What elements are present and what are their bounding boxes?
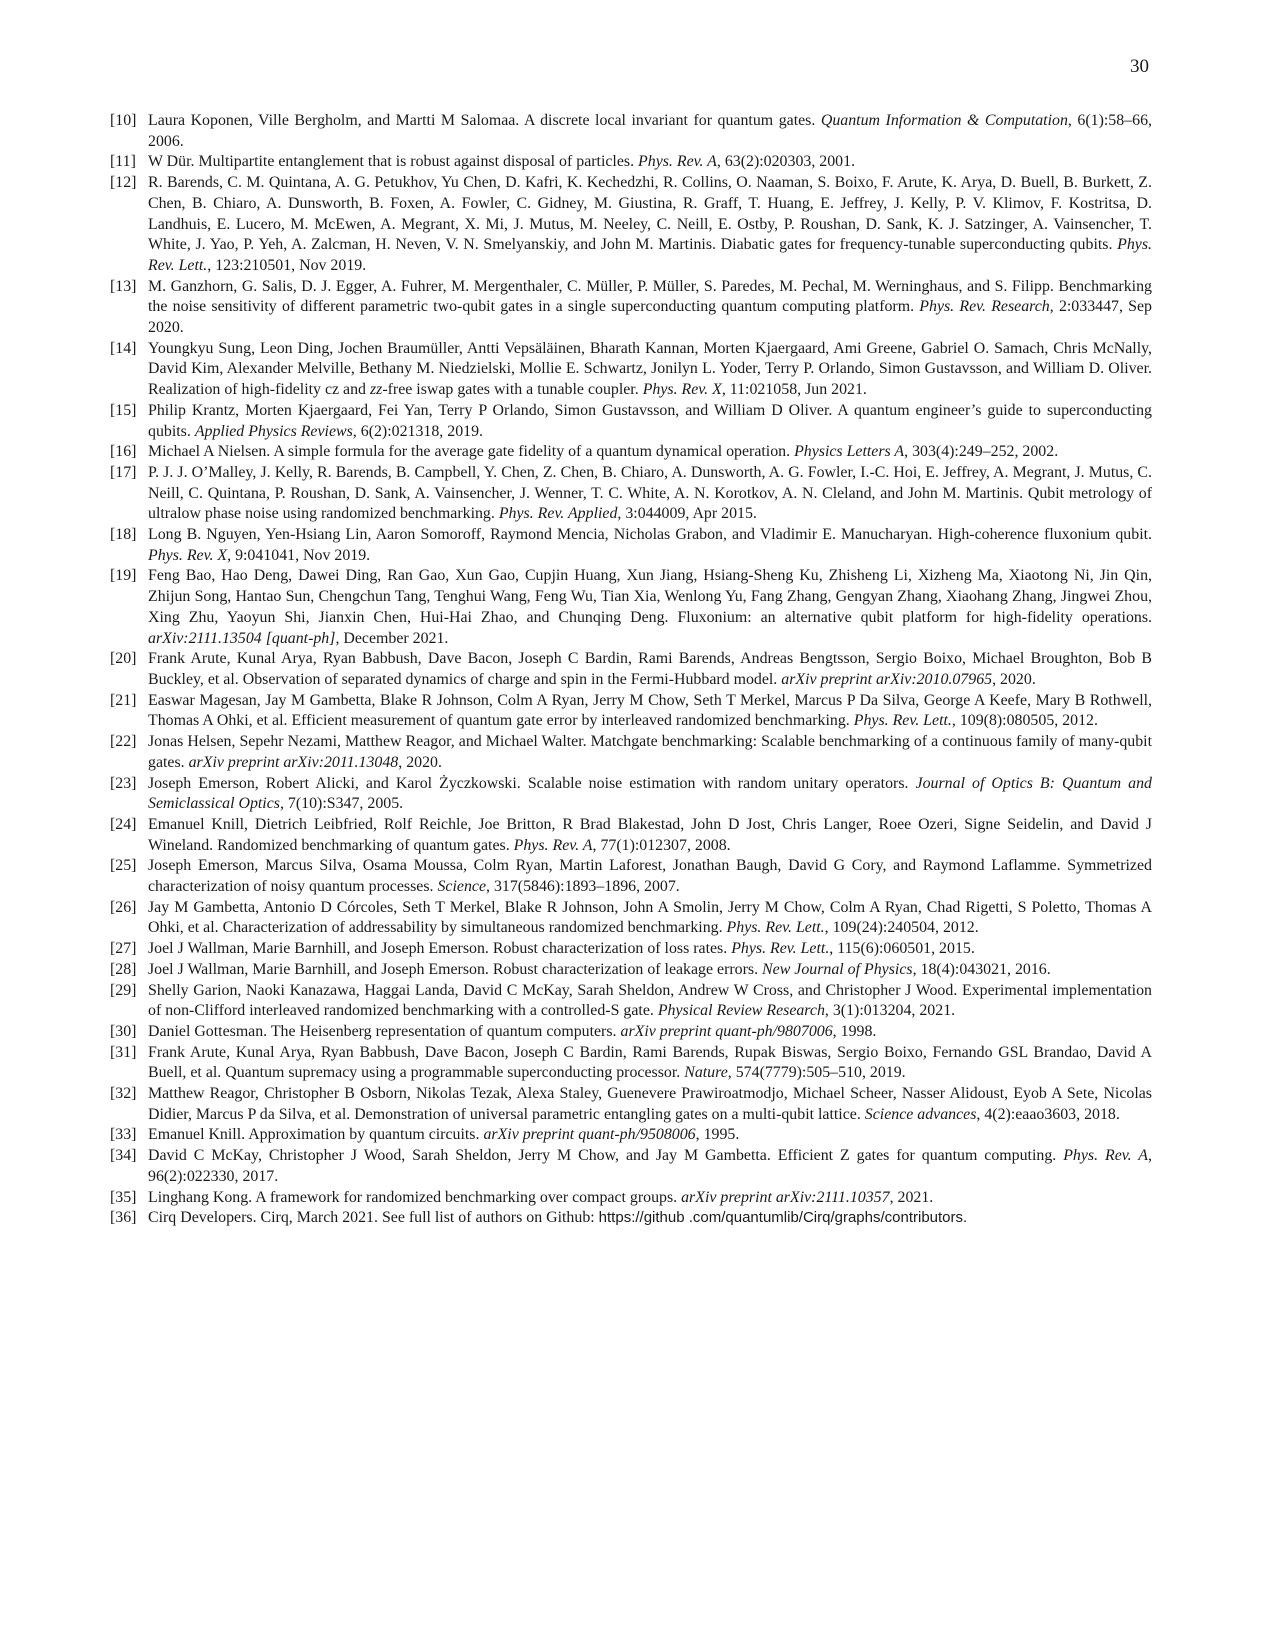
reference-authors: P. J. J. O’Malley, J. Kelly, R. Barends, B. Campbell, Y. Chen, Z. Chen, B. Chiaro, A. Dunsworth, A. G. Fowler, I.-C. Hoi, E. Jeffrey, A. Megrant, J. Mutus, C. Neill, C. Quintana, P. Roushan, D. Sank, A. Vainsencher, J. Wenner, T. C. White, A. N. Korotkov, A. N. Cleland, and John M. Martinis. xyxy=(148,463,1152,502)
reference-text xyxy=(148,1022,1152,1043)
reference-venue: Physics Letters A xyxy=(794,443,905,461)
reference-number: [17] xyxy=(110,463,137,481)
reference-title xyxy=(148,381,639,398)
reference-title: Approximation by quantum circuits. xyxy=(248,1126,480,1144)
reference-number: [16] xyxy=(110,443,137,461)
reference-title: Robust characterization of loss rates. xyxy=(492,940,728,958)
reference-details: , 6(1):58–66, 2006. xyxy=(148,112,1153,150)
reference-title: A framework for randomized benchmarking over compact groups. xyxy=(255,1188,678,1206)
reference-item xyxy=(110,691,1152,732)
reference-item xyxy=(110,981,1152,1022)
reference-venue: Phys. Rev. Lett. xyxy=(726,919,825,937)
reference-item xyxy=(110,173,1152,277)
reference-item xyxy=(110,566,1152,649)
reference-authors: Youngkyu Sung, Leon Ding, Jochen Braumüller, Antti Vepsäläinen, Bharath Kannan, Morten Kjaergaard, Ami Greene, Gabriel O. Samach, Chris McNally, David Kim, Alexander Melville, Bethany M. Niedzielski, Mollie E. Schwartz, Jonilyn L. Yoder, Terry P. Orlando, Simon Gustavsson, and William D. Oliver. xyxy=(148,339,1152,378)
reference-authors: W Dür. xyxy=(148,153,195,171)
reference-venue: Phys. Rev. A xyxy=(638,153,717,171)
reference-authors: Linghang Kong. xyxy=(148,1188,253,1206)
reference-authors: Emanuel Knill, Dietrich Leibfried, Rolf Reichle, Joe Britton, R Brad Blakestad, John D Jost, Chris Langer, Roee Ozeri, Signe Seidelin, and David J Wineland. xyxy=(148,815,1152,854)
reference-details: , 2020. xyxy=(992,670,1036,688)
reference-url: https://github .com/quantumlib/Cirq/graphs/contributors. xyxy=(598,1209,968,1227)
reference-authors: Shelly Garion, Naoki Kanazawa, Haggai Landa, David C McKay, Sarah Sheldon, Andrew W Cross, and Christopher J Wood. xyxy=(148,981,958,999)
page-number: 30 xyxy=(1130,56,1149,77)
reference-authors: Jay M Gambetta, Antonio D Córcoles, Seth T Merkel, Blake R Johnson, John A Smolin, Jerry M Chow, Colm A Ryan, Chad Rigetti, S Poletto, Thomas A Ohki, et al. xyxy=(148,898,1152,937)
reference-text xyxy=(148,1125,1152,1146)
reference-title: Efficient measurement of quantum gate error by interleaved randomized benchmarking. xyxy=(291,712,850,730)
reference-venue: Phys. Rev. Research xyxy=(919,298,1050,316)
reference-details: , 1998. xyxy=(832,1022,877,1040)
reference-venue: arXiv preprint quant-ph/9508006 xyxy=(483,1126,696,1144)
reference-venue: New Journal of Physics xyxy=(762,960,913,978)
reference-title-math: zz xyxy=(369,381,383,399)
reference-details: , 1995. xyxy=(695,1126,740,1144)
reference-authors: Cirq Developers. xyxy=(148,1209,257,1227)
reference-venue: Science xyxy=(437,878,487,896)
reference-text xyxy=(148,1043,1152,1084)
reference-venue: Science advances xyxy=(864,1105,977,1123)
reference-number: [22] xyxy=(110,733,137,751)
reference-authors: Laura Koponen, Ville Bergholm, and Martti M Salomaa. xyxy=(148,112,520,129)
reference-number: [11] xyxy=(110,153,136,171)
reference-item xyxy=(110,898,1152,939)
reference-text xyxy=(148,173,1152,277)
reference-item xyxy=(110,1208,1152,1229)
reference-number: [21] xyxy=(110,691,137,709)
reference-text xyxy=(148,401,1152,442)
reference-authors: Michael A Nielsen. xyxy=(148,443,271,461)
reference-venue: arXiv preprint arXiv:2011.13048 xyxy=(188,753,399,771)
reference-text xyxy=(148,1084,1152,1125)
reference-venue: Phys. Rev. Lett. xyxy=(853,712,952,730)
reference-details: , 574(7779):505–510, 2019. xyxy=(727,1064,906,1082)
reference-authors: Joseph Emerson, Marcus Silva, Osama Moussa, Colm Ryan, Martin Laforest, Jonathan Baugh, David G Cory, and Raymond Laflamme. xyxy=(148,857,1061,875)
reference-text xyxy=(148,774,1152,815)
reference-venue: arXiv preprint arXiv:2010.07965 xyxy=(781,670,993,688)
reference-venue: Quantum Information & Computation xyxy=(820,112,1068,129)
reference-venue: Phys. Rev. A xyxy=(1063,1147,1148,1165)
reference-title: Matchgate benchmarking: Scalable benchmarking of a continuous family of many-qubit gates. xyxy=(148,733,1152,771)
reference-details: , 123:210501, Nov 2019. xyxy=(207,256,367,274)
reference-text xyxy=(148,1146,1152,1187)
reference-list xyxy=(110,111,1152,1229)
reference-item xyxy=(110,1084,1152,1125)
reference-authors: Joseph Emerson, Robert Alicki, and Karol Życzkowski. xyxy=(148,774,521,792)
reference-authors: M. Ganzhorn, G. Salis, D. J. Egger, A. Fuhrer, M. Mergenthaler, C. Müller, P. Müller, S. Paredes, M. Pechal, M. Werninghaus, and S. Filipp. xyxy=(148,277,1054,295)
reference-authors: Feng Bao, Hao Deng, Dawei Ding, Ran Gao, Xun Gao, Cupjin Huang, Xun Jiang, Hsiang-Sheng Ku, Zhisheng Li, Xizheng Ma, Xiaotong Ni, Jin Qin, Zhijun Song, Hantao Sun, Chengchun Tang, Tenghui Wang, Feng Wu, Tian Xia, Wenlong Yu, Fang Zhang, Gengyan Zhang, Xiaohang Zhang, Jingwei Zhou, Xing Zhu, Yaoyun Shi, Jianxin Chen, Hui-Hai Zhao, and Chunqing Deng. xyxy=(148,567,1152,626)
reference-item xyxy=(110,1125,1152,1146)
reference-details: , 77(1):012307, 2008. xyxy=(592,836,731,854)
reference-title: A quantum engineer’s guide to superconducting qubits. xyxy=(148,401,1152,440)
reference-venue: Phys. Rev. A xyxy=(513,836,593,854)
reference-text xyxy=(148,815,1152,856)
reference-number: [13] xyxy=(110,277,137,295)
reference-item xyxy=(110,525,1152,566)
reference-item xyxy=(110,732,1152,773)
reference-details: , 115(6):060501, 2015. xyxy=(829,940,975,958)
reference-item xyxy=(110,1043,1152,1084)
reference-venue: Phys. Rev. X xyxy=(148,546,228,564)
reference-text xyxy=(148,339,1152,401)
reference-authors: Jonas Helsen, Sepehr Nezami, Matthew Reagor, and Michael Walter. xyxy=(148,733,587,751)
reference-text xyxy=(148,525,1152,566)
reference-details: , 9:041041, Nov 2019. xyxy=(227,546,371,564)
reference-item xyxy=(110,960,1152,981)
reference-number: [29] xyxy=(110,981,137,999)
reference-text xyxy=(148,442,1152,463)
reference-details: , 3(1):013204, 2021. xyxy=(824,1002,956,1020)
reference-details: , 3:044009, Apr 2015. xyxy=(617,505,757,523)
reference-title: High-coherence fluxonium qubit. xyxy=(937,526,1153,544)
reference-title: Diabatic gates for frequency-tunable superconducting qubits. xyxy=(720,236,1113,254)
reference-authors: Joel J Wallman, Marie Barnhill, and Joseph Emerson. xyxy=(148,960,489,978)
reference-title: Scalable noise estimation with random unitary operators. xyxy=(527,774,909,792)
reference-item xyxy=(110,111,1152,152)
reference-title: The Heisenberg representation of quantum computers. xyxy=(270,1022,617,1040)
reference-number: [28] xyxy=(110,960,137,978)
reference-title: Observation of separated dynamics of charge and spin in the Fermi-Hubbard model. xyxy=(242,670,778,688)
reference-venue: arXiv preprint arXiv:2111.10357 xyxy=(681,1188,890,1206)
reference-item xyxy=(110,442,1152,463)
reference-item xyxy=(110,277,1152,339)
reference-authors: Matthew Reagor, Christopher B Osborn, Nikolas Tezak, Alexa Staley, Guenevere Prawiroatmodjo, Michael Scheer, Nasser Alidoust, Eyob A Sete, Nicolas Didier, Marcus P da Silva, et al. xyxy=(148,1085,1152,1123)
reference-authors: Joel J Wallman, Marie Barnhill, and Joseph Emerson. xyxy=(148,940,489,958)
reference-item xyxy=(110,1146,1152,1187)
reference-title: Experimental implementation of non-Clifford interleaved randomized benchmarking with a controlled-S gate. xyxy=(148,981,1152,1020)
reference-item xyxy=(110,1188,1152,1209)
reference-title: A discrete local invariant for quantum gates. xyxy=(523,112,816,129)
reference-title: Randomized benchmarking of quantum gates. xyxy=(217,836,510,854)
reference-item xyxy=(110,1022,1152,1043)
reference-details: , 2021. xyxy=(889,1188,934,1206)
reference-details: , December 2021. xyxy=(335,629,449,647)
reference-text xyxy=(148,1208,1152,1229)
reference-text xyxy=(148,1188,1152,1209)
reference-authors: Philip Krantz, Morten Kjaergaard, Fei Yan, Terry P Orlando, Simon Gustavsson, and William D Oliver. xyxy=(148,401,833,419)
reference-title: Multipartite entanglement that is robust against disposal of particles. xyxy=(198,153,635,171)
reference-title: Characterization of addressability by simultaneous randomized benchmarking. xyxy=(222,919,723,937)
reference-number: [14] xyxy=(110,339,137,357)
reference-text xyxy=(148,981,1152,1022)
reference-details: , 4(2):eaao3603, 2018. xyxy=(976,1105,1120,1123)
reference-venue: arXiv preprint quant-ph/9807006 xyxy=(620,1022,833,1040)
reference-venue: Phys. Rev. Lett. xyxy=(731,940,830,958)
reference-details: , 11:021058, Jun 2021. xyxy=(721,381,867,399)
reference-authors: Long B. Nguyen, Yen-Hsiang Lin, Aaron Somoroff, Raymond Mencia, Nicholas Grabon, and Vladimir E. Manucharyan. xyxy=(148,526,933,544)
reference-number: [33] xyxy=(110,1126,137,1144)
reference-venue: Journal of Optics B: Quantum and Semiclassical Optics xyxy=(148,774,1152,813)
reference-details: , 6(2):021318, 2019. xyxy=(352,422,484,440)
reference-number: [30] xyxy=(110,1022,137,1040)
reference-text xyxy=(148,566,1152,649)
reference-number: [36] xyxy=(110,1209,137,1227)
reference-number: [10] xyxy=(110,112,137,129)
reference-text xyxy=(148,856,1152,897)
reference-number: [26] xyxy=(110,898,137,916)
reference-title: Benchmarking the noise sensitivity of different parametric two-qubit gates in a single superconducting quantum computing platform. xyxy=(148,277,1152,316)
reference-authors: Frank Arute, Kunal Arya, Ryan Babbush, Dave Bacon, Joseph C Bardin, Rami Barends, Andreas Bengtsson, Sergio Boixo, Michael Broughton, Bob B Buckley, et al. xyxy=(148,650,1152,688)
reference-number: [12] xyxy=(110,174,137,192)
reference-text xyxy=(148,732,1152,773)
reference-number: [35] xyxy=(110,1188,137,1206)
reference-title: A simple formula for the average gate fidelity of a quantum dynamical operation. xyxy=(273,443,791,461)
reference-details: , 18(4):043021, 2016. xyxy=(912,960,1051,978)
reference-title: Demonstration of universal parametric entangling gates on a multi-qubit lattice. xyxy=(354,1105,861,1123)
reference-details: , 303(4):249–252, 2002. xyxy=(904,443,1059,461)
reference-authors: Easwar Magesan, Jay M Gambetta, Blake R Johnson, Colm A Ryan, Jerry M Chow, Seth T Merkel, Marcus P Da Silva, George A Keefe, Mary B Rothwell, Thomas A Ohki, et al. xyxy=(148,691,1152,730)
reference-note: See full list of authors on Github: xyxy=(381,1209,595,1227)
reference-authors: R. Barends, C. M. Quintana, A. G. Petukhov, Yu Chen, D. Kafri, K. Kechedzhi, R. Collins, O. Naaman, S. Boixo, F. Arute, K. Arya, D. Buell, B. Burkett, Z. Chen, B. Chiaro, A. Dunsworth, B. Foxen, A. Fowler, C. Gidney, M. Giustina, R. Graff, T. Huang, E. Jeffrey, J. Kelly, P. V. Klimov, F. Kostritsa, D. Landhuis, E. Lucero, M. McEwen, A. Megrant, X. Mi, J. Mutus, M. Neeley, C. Neill, E. Ostby, P. Roushan, D. Sank, K. J. Satzinger, A. Vainsencher, T. White, J. Yao, P. Yeh, A. Zalcman, H. Neven, V. N. Smelyanskiy, and John M. Martinis. xyxy=(148,174,1152,254)
reference-venue: Applied Physics Reviews xyxy=(194,422,353,440)
reference-authors: Frank Arute, Kunal Arya, Ryan Babbush, Dave Bacon, Joseph C Bardin, Rami Barends, Rupak Biswas, Sergio Boixo, Fernando GSL Brandao, David A Buell, et al. xyxy=(148,1043,1152,1082)
reference-details: , 63(2):020303, 2001. xyxy=(716,153,856,171)
reference-text xyxy=(148,898,1152,939)
reference-item xyxy=(110,939,1152,960)
reference-item xyxy=(110,339,1152,401)
reference-title: Quantum supremacy using a programmable superconducting processor. xyxy=(225,1064,681,1082)
reference-item xyxy=(110,152,1152,173)
reference-details: , 2020. xyxy=(398,753,442,771)
reference-item xyxy=(110,463,1152,525)
reference-text xyxy=(148,691,1152,732)
reference-item xyxy=(110,856,1152,897)
reference-title: Symmetrized characterization of noisy quantum processes. xyxy=(148,857,1152,896)
reference-venue: Physical Review Research xyxy=(657,1002,825,1020)
reference-text xyxy=(148,649,1152,690)
reference-number: [24] xyxy=(110,815,137,833)
reference-text xyxy=(148,960,1152,981)
reference-number: [27] xyxy=(110,940,137,958)
reference-number: [20] xyxy=(110,650,137,668)
reference-title: Fluxonium: an alternative qubit platform for high-fidelity operations. xyxy=(677,608,1152,626)
reference-title-part: -free iswap gates with a tunable coupler. xyxy=(382,381,639,399)
reference-details: , 7(10):S347, 2005. xyxy=(279,795,404,813)
reference-text xyxy=(148,463,1152,525)
reference-item xyxy=(110,649,1152,690)
reference-venue: Phys. Rev. Lett. xyxy=(148,236,1152,274)
reference-text xyxy=(148,111,1152,152)
reference-text xyxy=(148,277,1152,339)
reference-venue: arXiv:2111.13504 [quant-ph] xyxy=(148,629,336,647)
reference-details: , 109(8):080505, 2012. xyxy=(951,712,1098,730)
reference-title: Efficient Z gates for quantum computing. xyxy=(777,1147,1057,1165)
reference-title: Cirq, March 2021. xyxy=(260,1209,378,1227)
reference-number: [32] xyxy=(110,1085,137,1103)
reference-number: [25] xyxy=(110,857,137,875)
reference-venue: Phys. Rev. X xyxy=(642,381,722,399)
reference-details: , 96(2):022330, 2017. xyxy=(148,1147,1152,1185)
reference-text xyxy=(148,939,1152,960)
reference-number: [19] xyxy=(110,567,137,585)
reference-details: , 2:033447, Sep 2020. xyxy=(148,298,1153,337)
reference-number: [23] xyxy=(110,774,137,792)
reference-venue: Nature xyxy=(684,1064,728,1082)
reference-number: [18] xyxy=(110,526,137,544)
reference-number: [31] xyxy=(110,1043,137,1061)
reference-details: , 317(5846):1893–1896, 2007. xyxy=(486,878,680,896)
reference-details: , 109(24):240504, 2012. xyxy=(824,919,979,937)
reference-item xyxy=(110,401,1152,442)
reference-number: [34] xyxy=(110,1147,137,1165)
reference-venue: Phys. Rev. Applied xyxy=(498,505,618,523)
reference-title: Qubit metrology of ultralow phase noise using randomized benchmarking. xyxy=(148,484,1152,523)
reference-authors: Daniel Gottesman. xyxy=(148,1022,268,1040)
reference-authors: Emanuel Knill. xyxy=(148,1126,246,1144)
reference-number: [15] xyxy=(110,401,137,419)
reference-title-part: Realization of high-fidelity cz and xyxy=(148,381,370,399)
reference-item xyxy=(110,815,1152,856)
reference-item xyxy=(110,774,1152,815)
reference-authors: David C McKay, Christopher J Wood, Sarah Sheldon, Jerry M Chow, and Jay M Gambetta. xyxy=(148,1147,771,1165)
reference-text xyxy=(148,152,1152,173)
reference-title: Robust characterization of leakage errors. xyxy=(492,960,759,978)
